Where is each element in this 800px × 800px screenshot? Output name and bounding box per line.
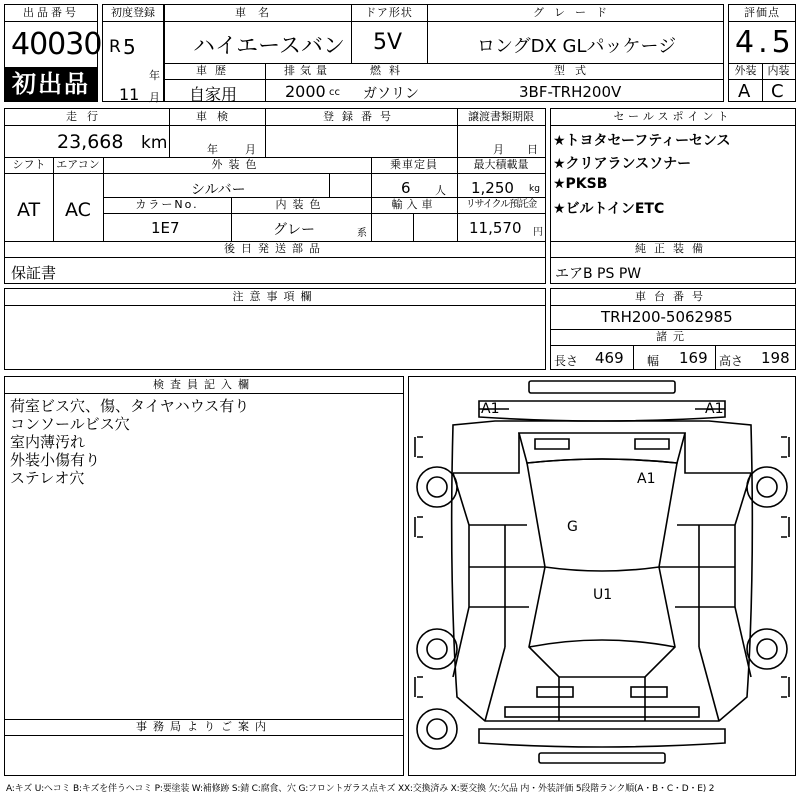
displacement-unit: cc (329, 87, 340, 98)
reg-era: R (109, 37, 121, 57)
interior-value: C (771, 81, 784, 102)
first-listing-badge (5, 67, 97, 101)
recycle-unit: 円 (533, 227, 543, 238)
score-label: 評価点 (744, 6, 780, 19)
mileage-unit: km (141, 133, 168, 153)
height-label: 高さ (719, 354, 744, 368)
lot-number: 40030 (11, 27, 102, 62)
caution-label: 注意事項欄 (232, 290, 318, 303)
height-value: 198 (761, 349, 790, 367)
chassis-value: TRH200-5062985 (601, 308, 733, 326)
inspector-line-2: コンソールビス穴 (10, 415, 130, 433)
inspector-line-1: 荷室ビス穴、傷、タイヤハウス有り (10, 397, 250, 415)
damage-mark-body: A1 (637, 471, 656, 487)
aircon-value: AC (65, 199, 91, 221)
chassis-label: 車台番号 (635, 290, 711, 303)
history-value: 自家用 (189, 85, 238, 104)
first-listing-text: 初出品 (12, 70, 90, 98)
transfer-month-unit: 月 (493, 143, 504, 156)
later-value: 保証書 (11, 264, 57, 282)
damage-mark-windshield: G (567, 519, 578, 535)
displacement-label: 排気量 (284, 64, 332, 77)
sales-label: セールスポイント (613, 110, 733, 123)
caution-box (4, 288, 546, 370)
capacity-value: 6 (401, 179, 411, 197)
reg-year: 5 (123, 35, 136, 59)
dims-label: 諸元 (656, 330, 690, 343)
inspector-label: 検査員記入欄 (153, 378, 255, 391)
reg-year-unit: 年 (149, 69, 160, 82)
exterior-label: 外装 (734, 64, 757, 77)
car-name: ハイエースバン (193, 34, 346, 59)
recycle-label: リサイクル預託金 (465, 199, 537, 210)
exterior-value: A (738, 81, 751, 102)
fuel-label: 燃料 (370, 64, 408, 77)
lot-box (4, 4, 102, 102)
fuel-value: ガソリン (363, 86, 419, 102)
score-value: 4.5 (735, 25, 795, 60)
transfer-day-unit: 日 (527, 143, 538, 156)
sales-point-2: ★クリアランスソナー (553, 156, 692, 172)
inspection-label: 車検 (196, 110, 238, 123)
office-label: 事務局よりご案内 (136, 720, 272, 733)
legend-text: A:キズ U:ヘコミ B:キズを伴うヘコミ P:要塗装 W:補修跡 S:錆 C:腐食、穴 G:フロントガラス点キズ XX:交換済み X:要交換 欠:欠品 内・外装評価 5段階ランク順(A・B・C・D・E) 2 (6, 784, 715, 794)
displacement-value: 2000 (285, 82, 326, 101)
score-box (728, 4, 796, 102)
history-label: 車歴 (196, 64, 234, 77)
lot-label: 出品番号 (23, 6, 79, 19)
sales-point-3: ★PKSB (553, 176, 608, 192)
intcolor-label: 内装色 (275, 198, 327, 211)
mileage-value: 23,668 (57, 131, 124, 153)
colorno-label: カラーNo. (135, 198, 199, 211)
inspector-line-5: ステレオ穴 (10, 469, 85, 487)
interior-label: 内装 (767, 64, 790, 77)
shift-label: シフト (12, 158, 46, 171)
width-label: 幅 (647, 354, 660, 368)
import-label: 輸入車 (391, 198, 437, 211)
damage-mark-front-left: A1 (481, 401, 500, 417)
sales-point-1: ★トヨタセーフティーセンス (553, 133, 731, 149)
equip-label: 純正装備 (635, 242, 711, 255)
capacity-label: 乗車定員 (390, 158, 438, 171)
mileage-label: 走行 (66, 110, 108, 123)
inspection-year-unit: 年 (207, 143, 218, 156)
inspector-line-4: 外装小傷有り (10, 451, 101, 469)
length-label: 長さ (554, 354, 579, 368)
car-diagram (409, 377, 795, 775)
reg-box (102, 4, 164, 102)
grade-value: ロングDX GLパッケージ (477, 36, 677, 57)
reg-month-unit: 月 (149, 91, 160, 104)
regno-label: 登録番号 (323, 110, 399, 123)
length-value: 469 (595, 349, 624, 367)
inspection-month-unit: 月 (245, 143, 256, 156)
reg-label: 初度登録 (111, 6, 155, 19)
sales-point-4: ★ビルトインETC (553, 201, 665, 217)
chassis-box (550, 288, 796, 370)
model-label: 型式 (554, 64, 596, 77)
capacity-unit: 人 (435, 184, 446, 197)
transfer-label: 譲渡書類期限 (468, 110, 534, 123)
aircon-label: エアコン (56, 158, 100, 171)
name-label: 車名 (235, 6, 281, 19)
equip-value: エアB PS PW (555, 266, 642, 282)
damage-diagram-box (408, 376, 796, 776)
inspector-line-3: 室内薄汚れ (10, 433, 86, 451)
reg-month: 11 (119, 85, 140, 104)
maxload-unit: kg (529, 184, 540, 194)
door-label: ドア形状 (365, 6, 413, 19)
grade-label: グレード (533, 6, 617, 19)
shift-value: AT (17, 199, 41, 221)
color-label: 外装色 (211, 158, 263, 171)
damage-mark-roof: U1 (593, 587, 613, 603)
intcolor-unit: 系 (357, 228, 367, 239)
details-box (4, 108, 546, 284)
door-value: 5V (373, 30, 403, 55)
color-value: シルバー (191, 182, 246, 198)
maxload-label: 最大積載量 (473, 158, 529, 171)
colorno-value: 1E7 (151, 219, 180, 237)
car-info-box (164, 4, 724, 102)
width-value: 169 (679, 349, 708, 367)
intcolor-value: グレー (273, 222, 315, 238)
recycle-value: 11,570 (469, 219, 522, 237)
later-label: 後日発送部品 (224, 242, 326, 255)
damage-mark-front-right: A1 (705, 401, 724, 417)
maxload-value: 1,250 (471, 179, 514, 197)
model-value: 3BF-TRH200V (519, 83, 622, 101)
